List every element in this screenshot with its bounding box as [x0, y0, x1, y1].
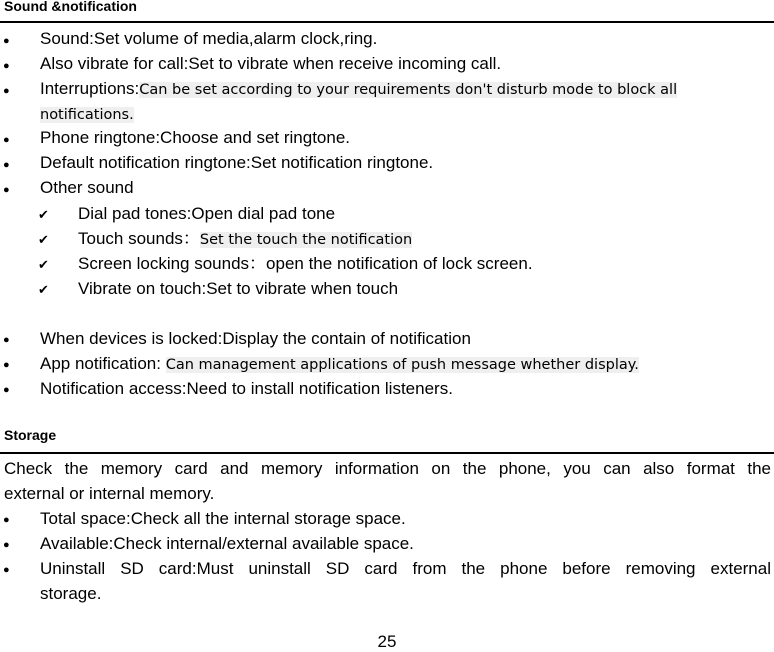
bullet-icon: ●	[3, 85, 10, 97]
bullet-icon: ●	[3, 184, 10, 196]
list-item-continuation: storage.	[40, 584, 102, 603]
heading-rule	[0, 21, 774, 23]
list-item: Notification access:Need to install notification listeners.	[40, 379, 453, 398]
highlighted-text: Can be set according to your requirements don't disturb mode to block all	[139, 82, 678, 98]
list-item	[40, 354, 639, 375]
item-prefix: Interruptions:	[40, 79, 140, 98]
bullet-icon: ●	[3, 134, 10, 146]
bullet-icon: ●	[3, 60, 10, 72]
bullet-icon: ●	[3, 384, 10, 396]
checkmark-icon: ✔	[38, 282, 49, 297]
sub-list-item: Dial pad tones:Open dial pad tone	[78, 204, 336, 223]
intro-paragraph: Check the memory card and memory information on the phone, you can also format the	[4, 459, 771, 478]
highlighted-text: notifications.	[40, 107, 134, 123]
item-prefix: App notification:	[40, 354, 166, 373]
checkmark-icon: ✔	[38, 232, 49, 247]
list-item: Total space:Check all the internal storage space.	[40, 509, 406, 528]
sub-list-item: Vibrate on touch:Set to vibrate when touch	[78, 279, 399, 298]
section-heading-sound-notification: Sound &notification	[4, 0, 137, 14]
list-item: When devices is locked:Display the contain of notification	[40, 329, 471, 348]
list-item: Phone ringtone:Choose and set ringtone.	[40, 128, 351, 147]
list-item: Default notification ringtone:Set notification ringtone.	[40, 153, 434, 172]
bullet-icon: ●	[3, 35, 10, 47]
list-item: Uninstall SD card:Must uninstall SD card from the phone before removing external	[40, 559, 771, 578]
list-item: Also vibrate for call:Set to vibrate when receive incoming call.	[40, 54, 502, 73]
checkmark-icon: ✔	[38, 207, 49, 222]
heading-rule	[0, 452, 774, 454]
highlighted-text: Can management applications of push message whether display.	[165, 357, 639, 373]
bullet-icon: ●	[3, 514, 10, 526]
section-heading-storage: Storage	[4, 427, 57, 443]
bullet-icon: ●	[3, 159, 10, 171]
list-item	[40, 79, 677, 100]
list-item: Sound:Set volume of media,alarm clock,ring.	[40, 29, 378, 48]
bullet-icon: ●	[3, 334, 10, 346]
list-item-continuation	[40, 104, 134, 125]
page-number: 25	[377, 632, 397, 651]
highlighted-text: Set the touch the notification	[199, 232, 413, 248]
bullet-icon: ●	[3, 539, 10, 551]
list-item: Other sound	[40, 178, 134, 197]
list-item: Available:Check internal/external available space.	[40, 534, 414, 553]
bullet-icon: ●	[3, 359, 10, 371]
sub-list-item	[78, 229, 412, 250]
item-prefix: Touch sounds：	[78, 229, 200, 248]
intro-paragraph-continuation: external or internal memory.	[4, 484, 215, 503]
checkmark-icon: ✔	[38, 257, 49, 272]
sub-list-item: Screen locking sounds：open the notification of lock screen.	[78, 254, 533, 273]
bullet-icon: ●	[3, 564, 10, 576]
